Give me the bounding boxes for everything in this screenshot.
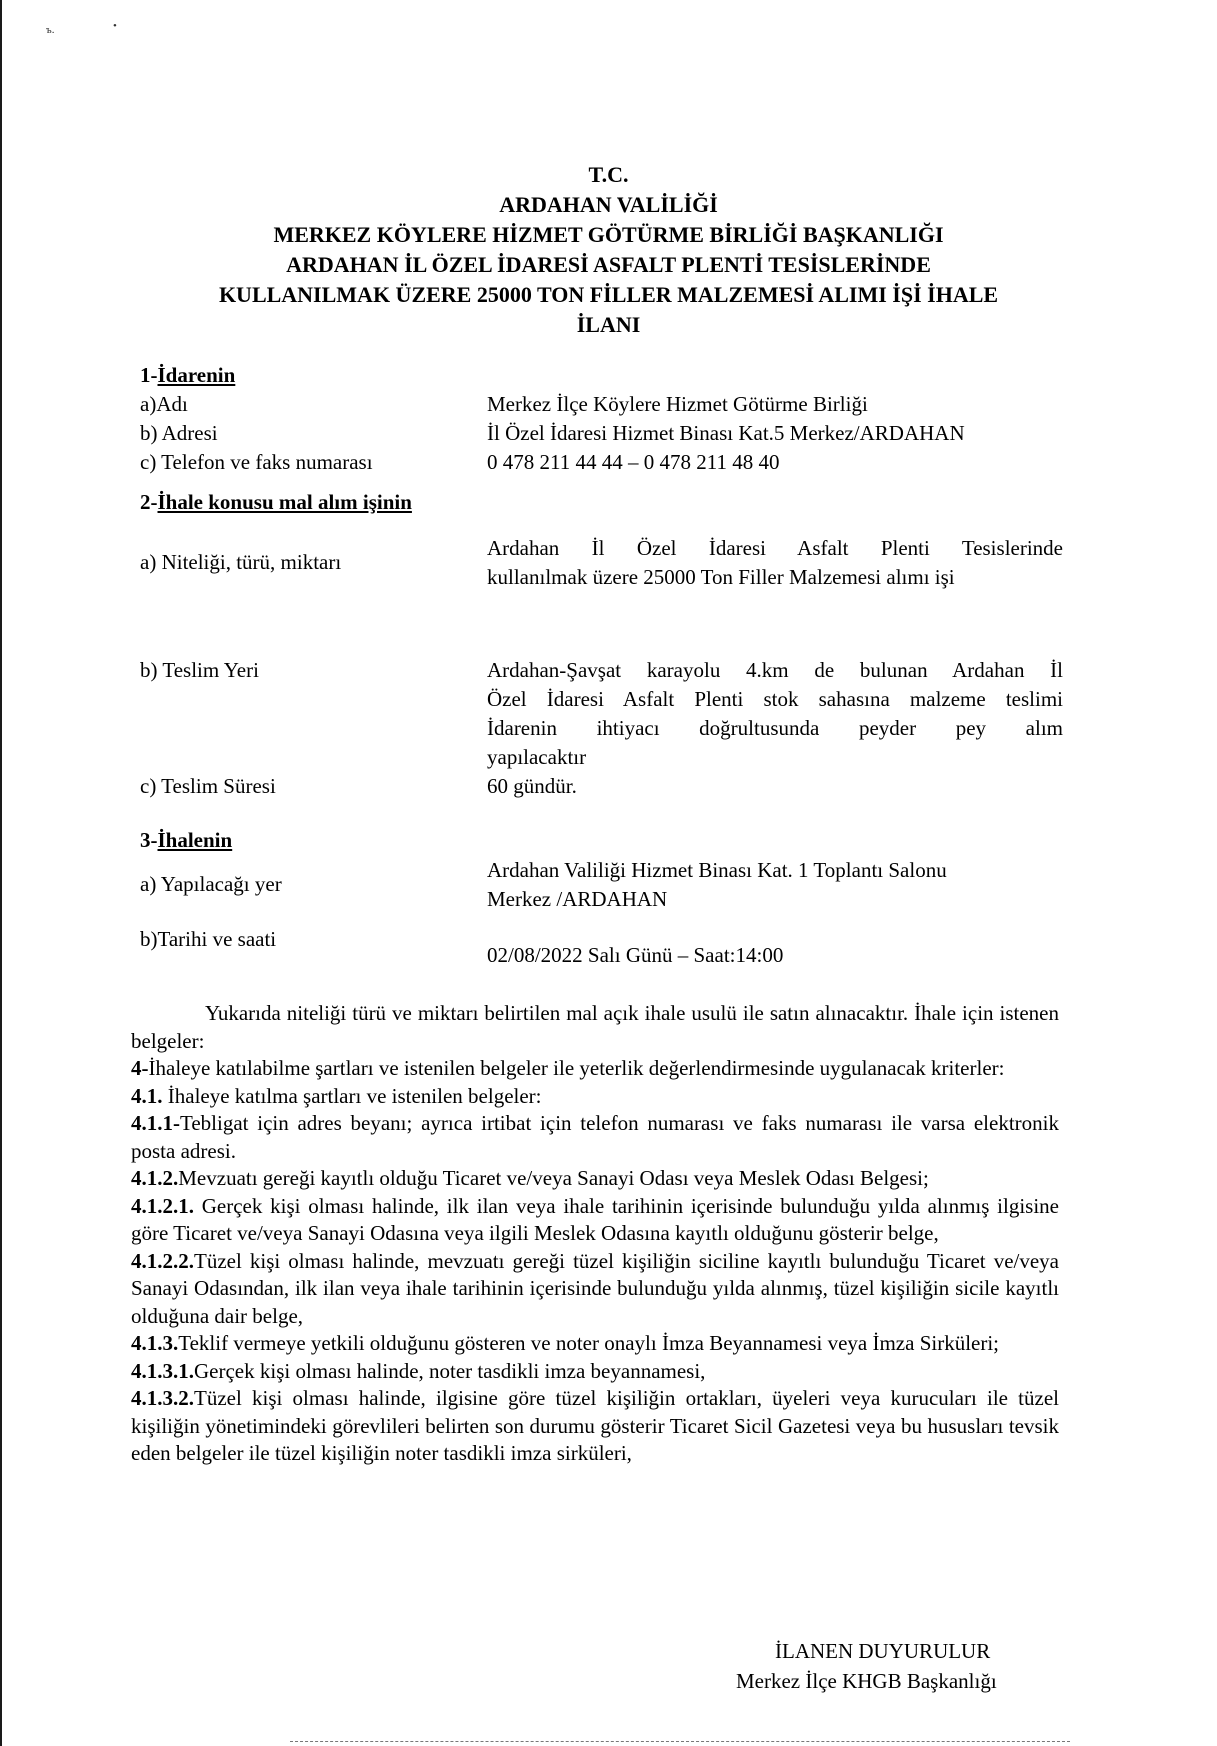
delivery-place-value-line: yapılacaktır [487,745,587,769]
section-2-heading: 2-İhale konusu mal alım işinin [140,490,412,514]
delivery-place-label: b) Teslim Yeri [140,658,259,682]
admin-address-value: İl Özel İdaresi Hizmet Binası Kat.5 Merkez/ARDAHAN [487,421,965,445]
delivery-place-value-line: İdarenin ihtiyacı doğrultusunda peyder pey alım [487,716,1063,740]
admin-name-label: a)Adı [140,392,188,416]
clause-4: 4-İhaleye katılabilme şartları ve istenilen belgeler ile yeterlik değerlendirmesinde uygulanacak kriterler: [131,1056,1005,1080]
section-3-heading: 3-İhalenin [140,828,233,852]
clause-4-1-2: 4.1.2.Mevzuatı gereği kayıtlı olduğu Ticaret ve/veya Sanayi Odası veya Meslek Odası Belgesi; [131,1166,929,1190]
title-line-tc: T.C. [588,162,629,187]
clause-4-1-2-2: 4.1.2.2.Tüzel kişi olması halinde, mevzuatı gereği tüzel kişiliğin siciline kayıtlı bulunduğu Ticaret ve/veya Sanayi Odasından, ilk ilan veya ihale tarihinin içerisinde bulunduğu yılda alınmış, tüzel kişiliğin sicile kayıtlı olduğuna dair belge, [131,1248,1059,1328]
issuing-authority: Merkez İlçe KHGB Başkanlığı [736,1669,997,1693]
clause-4-1-3-1: 4.1.3.1.Gerçek kişi olması halinde, noter tasdikli imza beyannamesi, [131,1358,706,1383]
section-1-heading: 1-İdarenin [140,363,236,387]
clause-4-1-1: 4.1.1-Tebligat için adres beyanı; ayrıca irtibat için telefon numarası ve faks numarası ile varsa elektronik posta adresi. [131,1111,1059,1163]
delivery-duration-label: c) Teslim Süresi [140,774,276,798]
title-line-subject-1: ARDAHAN İL ÖZEL İDARESİ ASFALT PLENTİ TESİSLERİNDE [286,252,931,277]
scan-speck: ъ. [46,24,55,36]
scan-bottom-rule [290,1741,1070,1743]
admin-address-label: b) Adresi [140,421,218,445]
venue-label: a) Yapılacağı yer [140,872,282,896]
section-2-title: İhale konusu mal alım işinin [157,490,412,514]
clause-4-1-3-2: 4.1.3.2.Tüzel kişi olması halinde, ilgisine göre tüzel kişiliğin ortakları, üyeleri veya kurucuları ile tüzel kişiliğin yönetimindeki görevlileri belirten son durumu gösterir Ticaret Sicil Gazetesi veya bu hususları tevsik eden belgeler ile tüzel kişiliğin noter tasdikli imza sirküleri, [131,1386,1059,1465]
requirements-body [131,1000,1059,1468]
title-line-subject-2: KULLANILMAK ÜZERE 25000 TON FİLLER MALZEMESİ ALIMI İŞİ İHALE [218,282,999,307]
clause-4-1-2-1: 4.1.2.1. Gerçek kişi olması halinde, ilk ilan veya ihale tarihinin içerisinde bulunduğu yılda alınmış ilgisine göre Ticaret ve/veya Sanayi Odasına veya ilgili Meslek Odasına kayıtlı olduğunu gösterir belge, [131,1193,1059,1245]
clause-4-1: 4.1. İhaleye katılma şartları ve istenilen belgeler: [131,1083,542,1108]
admin-phone-label: c) Telefon ve faks numarası [140,450,373,474]
venue-value-line: Merkez /ARDAHAN [487,887,668,911]
intro-paragraph: Yukarıda niteliği türü ve miktarı belirtilen mal açık ihale usulü ile satın alınacaktır. İhale için istenen belgeler: [131,1001,1059,1053]
section-1-title: İdarenin [157,363,236,387]
title-line-valilik: ARDAHAN VALİLİĞİ [499,192,718,217]
scan-speck: • [113,20,117,32]
datetime-value: 02/08/2022 Salı Günü – Saat:14:00 [487,943,784,967]
clause-4-1-3: 4.1.3.Teklif vermeye yetkili olduğunu gösteren ve noter onaylı İmza Beyannamesi veya İmza Sirküleri; [131,1331,1000,1355]
venue-value-line: Ardahan Valiliği Hizmet Binası Kat. 1 Toplantı Salonu [487,858,947,882]
delivery-place-value-line: Ardahan-Şavşat karayolu 4.km de bulunan Ardahan İl [487,658,1063,682]
title-line-birlik: MERKEZ KÖYLERE HİZMET GÖTÜRME BİRLİĞİ BAŞKANLIĞI [273,222,944,247]
datetime-label: b)Tarihi ve saati [140,927,277,951]
admin-name-value: Merkez İlçe Köylere Hizmet Götürme Birliği [487,392,868,416]
nature-value-line: kullanılmak üzere 25000 Ton Filler Malzemesi alımı işi [487,565,955,589]
document-title [0,160,1217,340]
nature-value-line: Ardahan İl Özel İdaresi Asfalt Plenti Tesislerinde [487,536,1063,560]
announcement-line: İLANEN DUYURULUR [775,1639,991,1663]
delivery-duration-value: 60 gündür. [487,774,577,798]
title-line-subject-3: İLANI [576,312,641,337]
section-3-title: İhalenin [157,828,233,852]
delivery-place-value-line: Özel İdaresi Asfalt Plenti stok sahasına malzeme teslimi [487,687,1063,711]
nature-label: a) Niteliği, türü, miktarı [140,550,342,574]
admin-phone-value: 0 478 211 44 44 – 0 478 211 48 40 [487,450,780,474]
